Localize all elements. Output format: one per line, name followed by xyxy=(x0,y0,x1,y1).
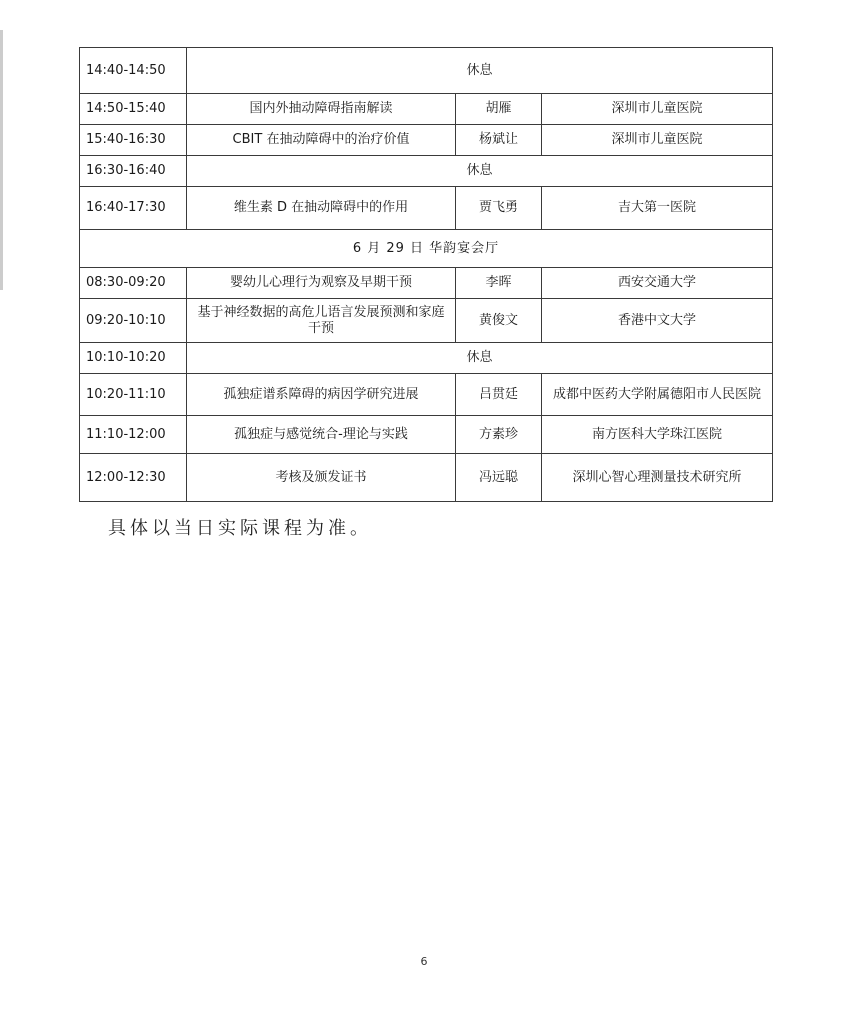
topic-cell: 孤独症谱系障碍的病因学研究进展 xyxy=(187,374,456,416)
organization-cell: 深圳心智心理测量技术研究所 xyxy=(542,454,773,502)
organization-cell: 西安交通大学 xyxy=(542,268,773,299)
time-cell: 09:20-10:10 xyxy=(80,299,187,343)
organization-cell: 香港中文大学 xyxy=(542,299,773,343)
table-row xyxy=(80,343,773,374)
table-row xyxy=(80,187,773,230)
time-cell: 11:10-12:00 xyxy=(80,416,187,454)
topic-cell: 基于神经数据的高危儿语言发展预测和家庭干预 xyxy=(187,299,456,343)
page-number: 6 xyxy=(420,955,428,968)
organization-cell: 成都中医药大学附属德阳市人民医院 xyxy=(542,374,773,416)
table-row xyxy=(80,230,773,268)
topic-cell: 婴幼儿心理行为观察及早期干预 xyxy=(187,268,456,299)
day-header-cell: 6 月 29 日 华韵宴会厅 xyxy=(80,230,773,268)
table-row xyxy=(80,156,773,187)
speaker-cell: 杨斌让 xyxy=(456,125,542,156)
time-cell: 10:10-10:20 xyxy=(80,343,187,374)
speaker-cell: 冯远聪 xyxy=(456,454,542,502)
table-row xyxy=(80,125,773,156)
time-cell: 10:20-11:10 xyxy=(80,374,187,416)
organization-cell: 深圳市儿童医院 xyxy=(542,125,773,156)
topic-cell: CBIT 在抽动障碍中的治疗价值 xyxy=(187,125,456,156)
time-cell: 08:30-09:20 xyxy=(80,268,187,299)
topic-cell: 国内外抽动障碍指南解读 xyxy=(187,94,456,125)
speaker-cell: 贾飞勇 xyxy=(456,187,542,230)
table-row xyxy=(80,416,773,454)
table-row xyxy=(80,299,773,343)
topic-cell: 孤独症与感觉统合-理论与实践 xyxy=(187,416,456,454)
break-cell: 休息 xyxy=(187,343,773,374)
organization-cell: 吉大第一医院 xyxy=(542,187,773,230)
time-cell: 14:50-15:40 xyxy=(80,94,187,125)
table-row xyxy=(80,48,773,94)
table-row xyxy=(80,454,773,502)
speaker-cell: 胡雁 xyxy=(456,94,542,125)
time-cell: 14:40-14:50 xyxy=(80,48,187,94)
speaker-cell: 李晖 xyxy=(456,268,542,299)
schedule-note: 具体以当日实际课程为准。 xyxy=(108,518,372,539)
scan-edge-mark xyxy=(0,30,3,290)
table-row xyxy=(80,268,773,299)
time-cell: 16:40-17:30 xyxy=(80,187,187,230)
break-cell: 休息 xyxy=(187,156,773,187)
speaker-cell: 黄俊文 xyxy=(456,299,542,343)
organization-cell: 南方医科大学珠江医院 xyxy=(542,416,773,454)
speaker-cell: 吕贯廷 xyxy=(456,374,542,416)
table-row xyxy=(80,374,773,416)
organization-cell: 深圳市儿童医院 xyxy=(542,94,773,125)
topic-cell: 考核及颁发证书 xyxy=(187,454,456,502)
time-cell: 12:00-12:30 xyxy=(80,454,187,502)
time-cell: 16:30-16:40 xyxy=(80,156,187,187)
speaker-cell: 方素珍 xyxy=(456,416,542,454)
topic-cell: 维生素 D 在抽动障碍中的作用 xyxy=(187,187,456,230)
table-row xyxy=(80,94,773,125)
schedule-table xyxy=(79,47,773,502)
break-cell: 休息 xyxy=(187,48,773,94)
time-cell: 15:40-16:30 xyxy=(80,125,187,156)
